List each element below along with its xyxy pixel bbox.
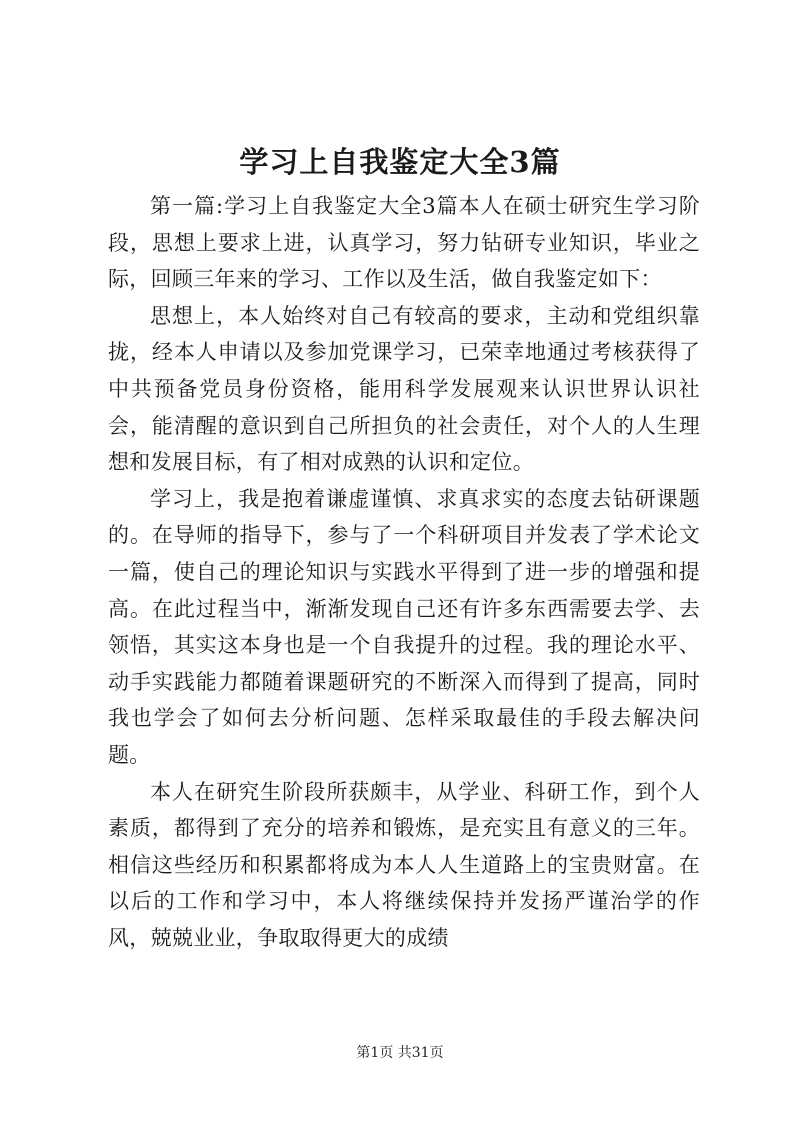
document-title: 学习上自我鉴定大全3篇 — [239, 145, 561, 179]
paragraph-2: 思想上，本人始终对自己有较高的要求，主动和党组织靠拢，经本人申请以及参加党课学习，已荣幸地通过考核获得了中共预备党员身份资格，能用科学发展观来认识世界认识社会，能清醒的意识到自己所担负的社会责任，对个人的人生理想和发展目标，有了相对成熟的认识和定位。 — [108, 303, 700, 475]
document-body — [108, 188, 700, 956]
paragraph-1: 第一篇:学习上自我鉴定大全3篇本人在硕士研究生学习阶段，思想上要求上进，认真学习，努力钻研专业知识，毕业之际，回顾三年来的学习、工作以及生活，做自我鉴定如下： — [108, 194, 700, 292]
page-number-footer: 第1页 共31页 — [356, 1045, 444, 1061]
paragraph-3: 学习上，我是抱着谦虚谨慎、求真求实的态度去钻研课题的。在导师的指导下，参与了一个科研项目并发表了学术论文一篇，使自己的理论知识与实践水平得到了进一步的增强和提高。在此过程当中，渐渐发现自己还有许多东西需要去学、去领悟，其实这本身也是一个自我提升的过程。我的理论水平、动手实践能力都随着课题研究的不断深入而得到了提高，同时我也学会了如何去分析问题、怎样采取最佳的手段去解决问题。 — [108, 486, 700, 767]
paragraph-4: 本人在研究生阶段所获颇丰，从学业、科研工作，到个人素质，都得到了充分的培养和锻炼，是充实且有意义的三年。相信这些经历和积累都将成为本人人生道路上的宝贵财富。在以后的工作和学习中，本人将继续保持并发扬严谨治学的作风，兢兢业业，争取取得更大的成绩 — [108, 779, 700, 950]
